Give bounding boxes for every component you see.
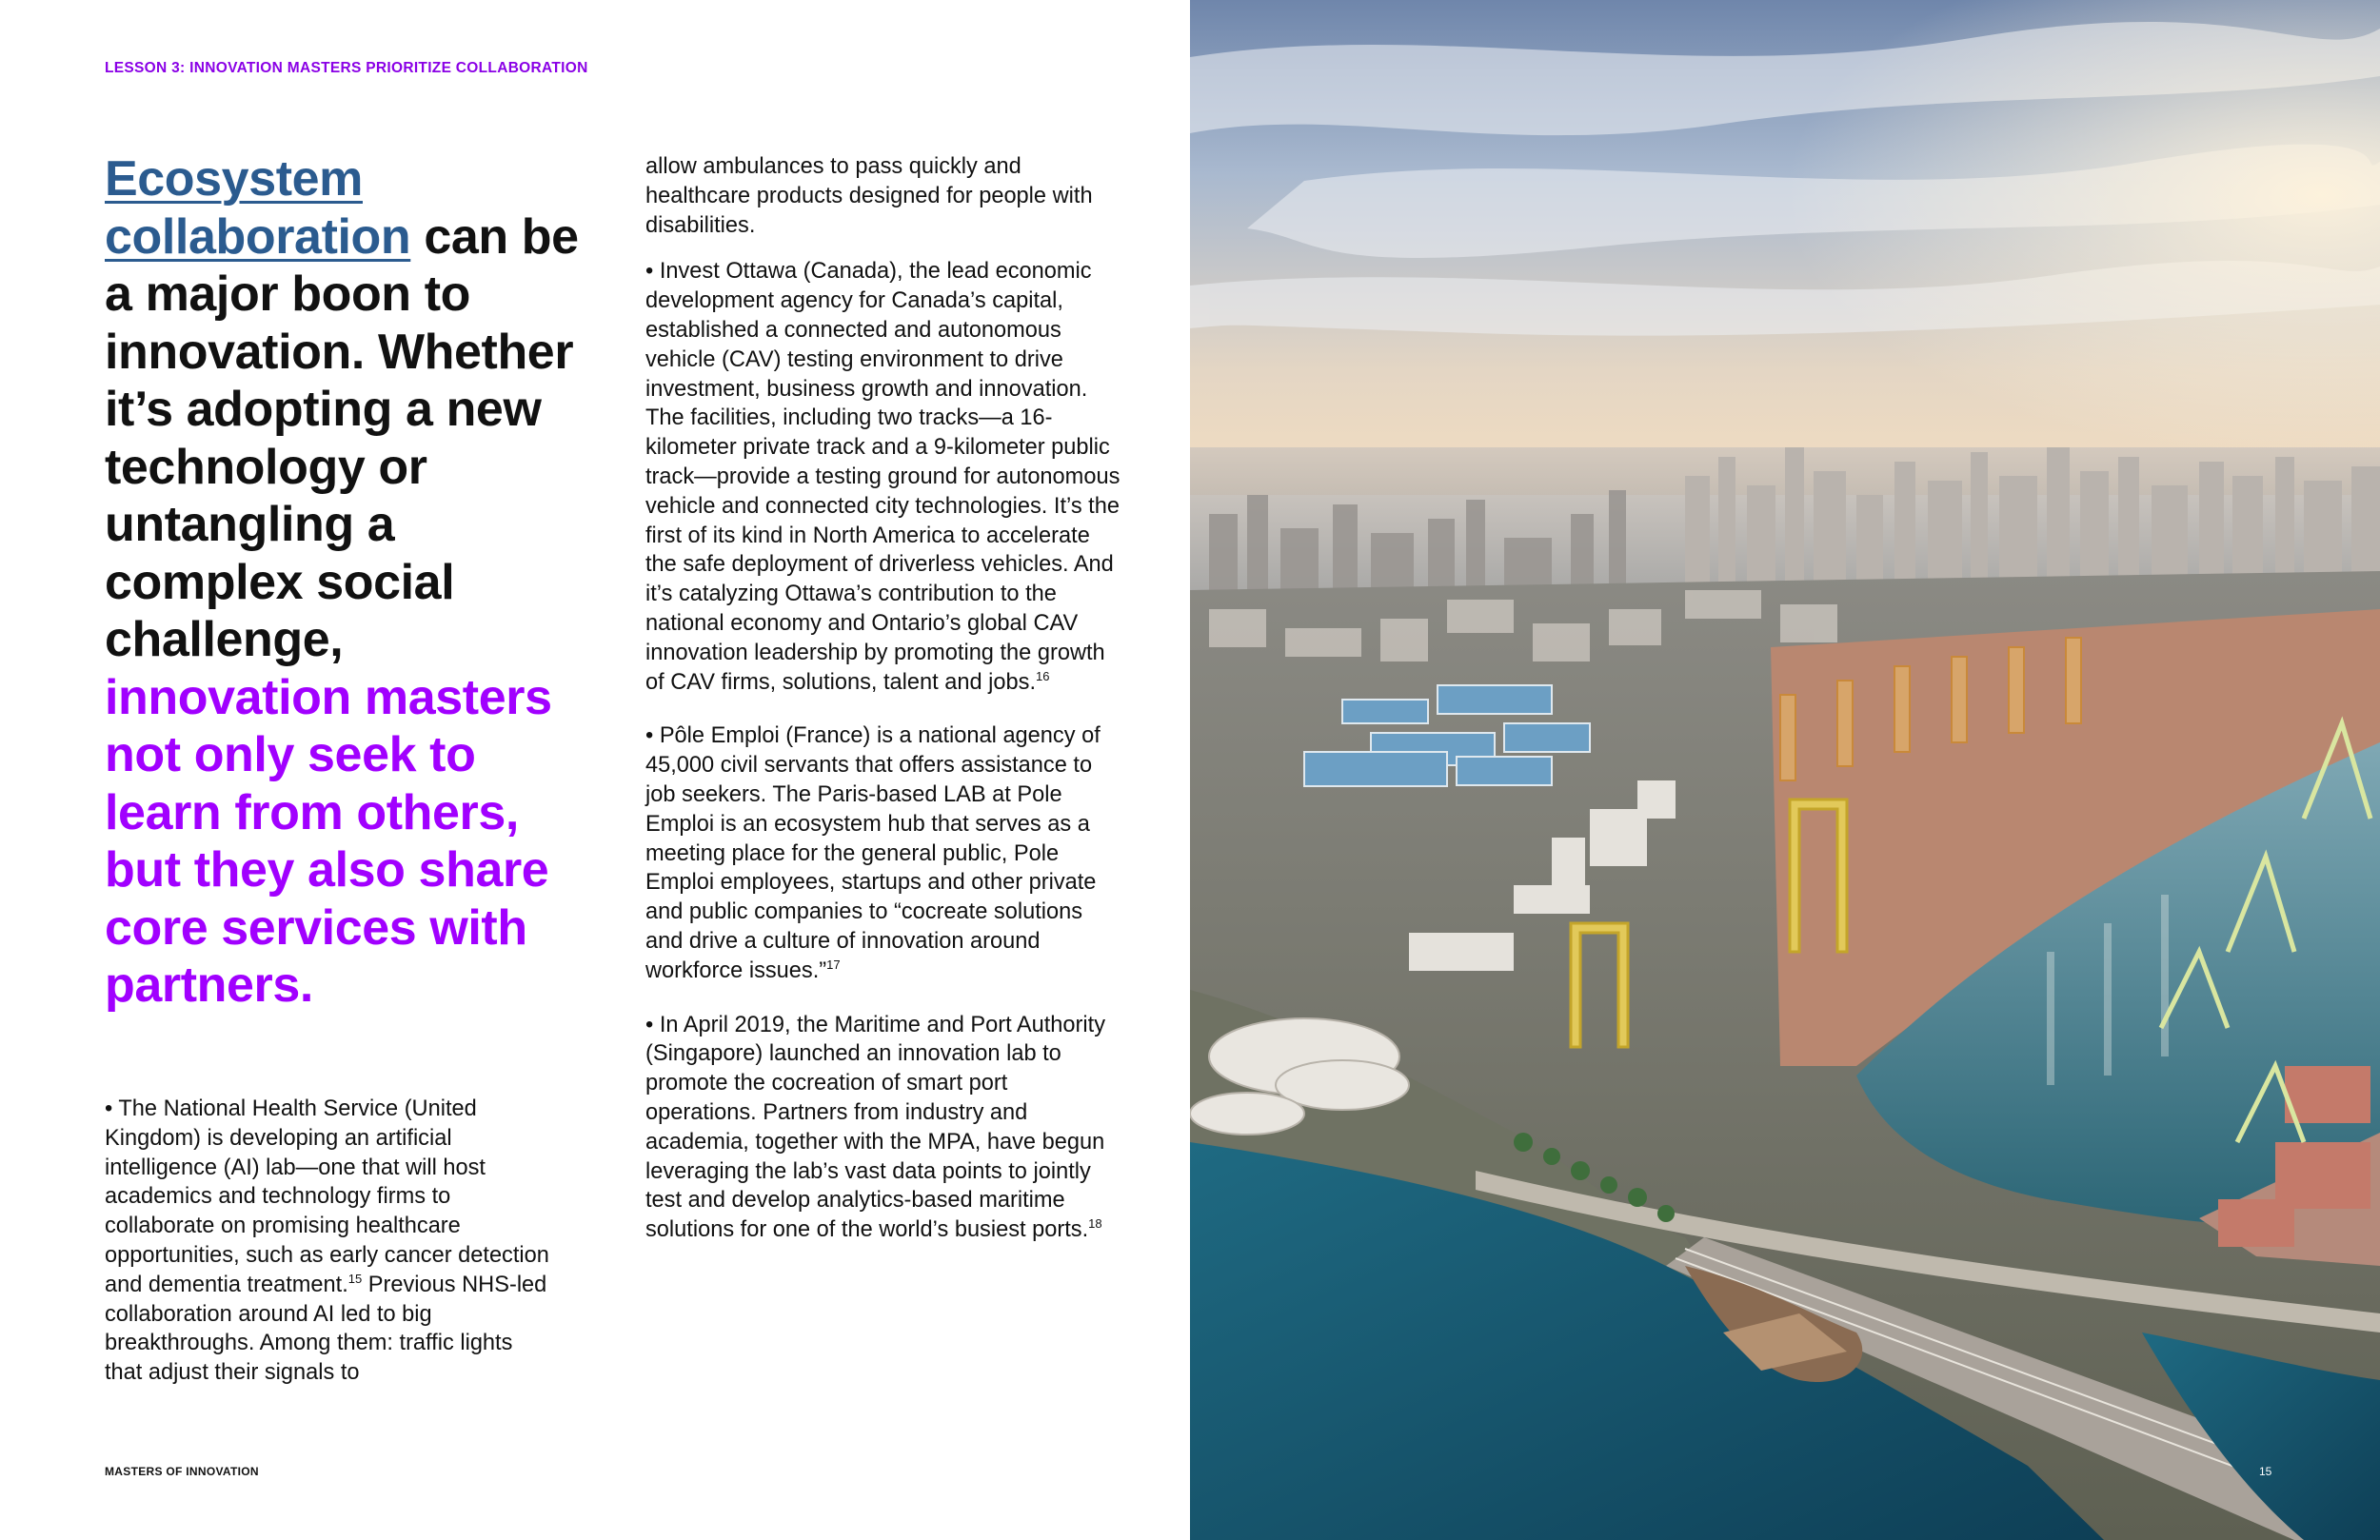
pole-emploi-paragraph — [645, 721, 1121, 985]
headline-black-text: can be a major boon to innovation. Whether it’s adopting a new technology or untangling a complex social challenge, — [105, 208, 579, 667]
page-number: 15 — [2259, 1465, 2272, 1478]
right-column-body — [645, 152, 1121, 1262]
footer-publication-label: MASTERS OF INNOVATION — [105, 1465, 259, 1478]
ottawa-paragraph — [645, 257, 1121, 697]
nhs-text: • The National Health Service (United Kingdom) is developing an artificial intelligence (AI) lab—one that will host academics and technology firms to collaborate on promising healthcare opportunities, such as early cancer detection and dementia treatment. — [105, 1096, 549, 1297]
section-label: LESSON 3: INNOVATION MASTERS PRIORITIZE COLLABORATION — [105, 60, 588, 76]
nhs-paragraph — [105, 1095, 552, 1388]
nhs-continued-paragraph — [645, 152, 1121, 240]
footnote-ref-17: 17 — [826, 957, 841, 972]
headline — [105, 150, 600, 1015]
footnote-ref-15: 15 — [347, 1271, 363, 1286]
mpa-paragraph — [645, 1011, 1121, 1245]
nhs-continued-text: Previous NHS-led collaboration around AI led to big breakthroughs. Among them: traffic lights that adjust their signals to — [105, 1272, 547, 1386]
mpa-text: • In April 2019, the Maritime and Port Authority (Singapore) launched an innovation lab to promote the cocreation of smart port operations. Partners from industry and academia, together with the MPA, have begun leveraging the lab’s vast data points to jointly test and develop analytics-based maritime solutions for one of the world’s busiest ports. — [645, 1012, 1106, 1243]
nhs-end-text: allow ambulances to pass quickly and healthcare products designed for people with disabilities. — [645, 154, 1093, 238]
ecosystem-collaboration-link[interactable]: Ecosystem collaboration — [105, 151, 411, 265]
footnote-ref-18: 18 — [1088, 1216, 1102, 1232]
headline-purple-text: innovation masters not only seek to learn from others, but they also share core services with partners. — [105, 669, 552, 1013]
footnote-ref-16: 16 — [1036, 668, 1050, 683]
left-column-body — [105, 1095, 552, 1388]
singapore-port-aerial-photo — [1190, 0, 2380, 1540]
ottawa-text: • Invest Ottawa (Canada), the lead economic development agency for Canada’s capital, established a connected and autonomous vehicle (CAV) testing environment to drive investment, business growth and innovation. The facilities, including two tracks—a 16-kilometer private track and a 9-kilometer public track—provide a testing ground for autonomous vehicle and connected city technologies. It’s the first of its kind in North America to accelerate the safe deployment of driverless vehicles. And it’s catalyzing Ottawa’s contribution to the national economy and Ontario’s global CAV innovation leadership by promoting the growth of CAV firms, solutions, talent and jobs. — [645, 259, 1121, 695]
pole-emploi-text: • Pôle Emploi (France) is a national agency of 45,000 civil servants that offers assistance to job seekers. The Paris-based LAB at Pole Emploi is an ecosystem hub that serves as a meeting place for the general public, Pole Emploi employees, startups and other private and public companies to “cocreate solutions and drive a culture of innovation around workforce issues.” — [645, 723, 1101, 983]
